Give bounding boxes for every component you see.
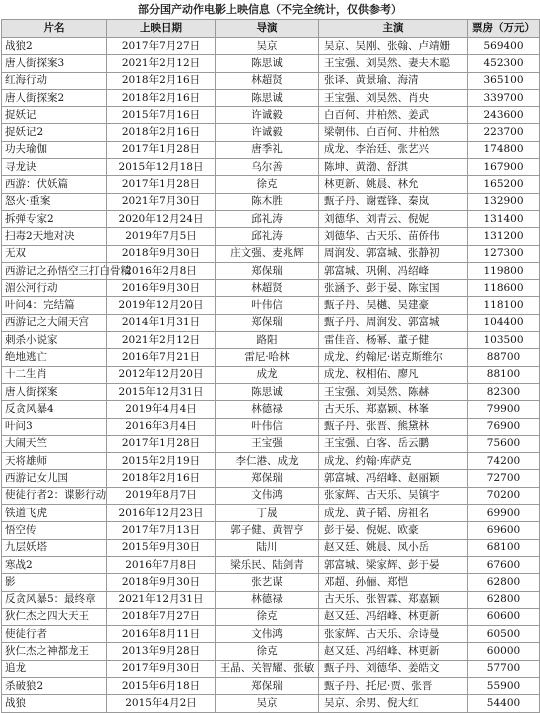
cell-title: 扫毒2天地对决 (2, 228, 107, 245)
cell-release-date: 2021年12月31日 (107, 591, 216, 608)
table-row (2, 556, 540, 573)
cell-release-date: 2019年4月4日 (107, 401, 216, 418)
cell-director: 文伟鸿 (216, 626, 319, 643)
table-row (2, 38, 540, 55)
cell-director: 陈思诚 (216, 383, 319, 400)
cell-title: 战狼2 (2, 38, 107, 55)
table-title: 部分国产动作电影上映信息（不完全统计，仅供参考） (138, 3, 402, 16)
cell-release-date: 2021年2月12日 (107, 332, 216, 349)
cell-title: 杀破狼2 (2, 677, 107, 694)
cell-title: 西游记女儿国 (2, 470, 107, 487)
table-row (2, 591, 540, 608)
cell-title: 绝地逃亡 (2, 349, 107, 366)
cell-cast: 赵又廷、冯绍峰、林更新 (319, 643, 468, 660)
cell-release-date: 2016年3月4日 (107, 418, 216, 435)
cell-title: 铁道飞虎 (2, 505, 107, 522)
table-row (2, 297, 540, 314)
cell-release-date: 2013年9月28日 (107, 643, 216, 660)
cell-cast: 王宝强、白客、岳云鹏 (319, 435, 468, 452)
cell-director: 林德禄 (216, 401, 319, 418)
cell-box-office: 69900 (468, 505, 540, 522)
cell-release-date: 2018年2月16日 (107, 89, 216, 106)
cell-box-office: 76900 (468, 418, 540, 435)
cell-box-office: 82300 (468, 383, 540, 400)
cell-box-office: 103500 (468, 332, 540, 349)
cell-cast: 周润发、郭富城、张静初 (319, 245, 468, 262)
cell-director: 许诚毅 (216, 107, 319, 124)
table-row (2, 522, 540, 539)
cell-box-office: 74200 (468, 453, 540, 470)
table-row (2, 626, 540, 643)
cell-director: 王宝强 (216, 435, 319, 452)
cell-box-office: 119800 (468, 262, 540, 279)
cell-release-date: 2017年1月28日 (107, 141, 216, 158)
cell-cast: 张家辉、古天乐、吴镇宇 (319, 487, 468, 504)
cell-director: 李仁港、成龙 (216, 453, 319, 470)
cell-release-date: 2016年2月8日 (107, 262, 216, 279)
table-row (2, 107, 540, 124)
cell-box-office: 127300 (468, 245, 540, 262)
cell-cast: 刘德华、刘青云、倪妮 (319, 210, 468, 227)
cell-director: 陈思诚 (216, 55, 319, 72)
table-row (2, 677, 540, 694)
table-row (2, 383, 540, 400)
cell-box-office: 167900 (468, 159, 540, 176)
cell-release-date: 2018年2月16日 (107, 124, 216, 141)
cell-box-office: 57700 (468, 660, 540, 677)
cell-cast: 雷佳音、杨幂、董子健 (319, 332, 468, 349)
cell-title: 唐人街探案 (2, 383, 107, 400)
table-row (2, 193, 540, 210)
cell-director: 王晶、关智耀、张敏 (216, 660, 319, 677)
cell-box-office: 70200 (468, 487, 540, 504)
table-row (2, 487, 540, 504)
cell-director: 郑保瑞 (216, 677, 319, 694)
cell-box-office: 569400 (468, 38, 540, 55)
cell-title: 寻龙诀 (2, 159, 107, 176)
cell-director: 陈木胜 (216, 193, 319, 210)
table-row (2, 159, 540, 176)
cell-cast: 彭于晏、倪妮、欧豪 (319, 522, 468, 539)
cell-release-date: 2018年9月30日 (107, 245, 216, 262)
cell-director: 张艺谋 (216, 574, 319, 591)
cell-title: 九层妖塔 (2, 539, 107, 556)
cell-title: 无双 (2, 245, 107, 262)
table-row (2, 453, 540, 470)
header-cast: 主演 (319, 20, 468, 38)
cell-director: 唐季礼 (216, 141, 319, 158)
cell-box-office: 60600 (468, 608, 540, 625)
cell-director: 郭子健、黄智亨 (216, 522, 319, 539)
cell-title: 西游：伏妖篇 (2, 176, 107, 193)
cell-title: 狄仁杰之神都龙王 (2, 643, 107, 660)
cell-cast: 王宝强、刘昊然、肖央 (319, 89, 468, 106)
cell-box-office: 118100 (468, 297, 540, 314)
table-row (2, 89, 540, 106)
cell-director: 邱礼涛 (216, 228, 319, 245)
cell-cast: 成龙、李治廷、张艺兴 (319, 141, 468, 158)
cell-release-date: 2015年12月18日 (107, 159, 216, 176)
cell-director: 林超贤 (216, 72, 319, 89)
cell-director: 吴京 (216, 695, 319, 712)
cell-director: 成龙 (216, 366, 319, 383)
cell-box-office: 88100 (468, 366, 540, 383)
cell-title: 叶问4：完结篇 (2, 297, 107, 314)
cell-release-date: 2018年2月16日 (107, 72, 216, 89)
cell-box-office: 165200 (468, 176, 540, 193)
cell-release-date: 2014年1月31日 (107, 314, 216, 331)
cell-cast: 古天乐、郑嘉颖、林峯 (319, 401, 468, 418)
cell-release-date: 2017年1月28日 (107, 176, 216, 193)
cell-release-date: 2016年9月30日 (107, 280, 216, 297)
cell-title: 拆弹专家2 (2, 210, 107, 227)
table-row (2, 262, 540, 279)
table-row (2, 176, 540, 193)
table-row (2, 574, 540, 591)
cell-cast: 甄子丹、张晋、熊黛林 (319, 418, 468, 435)
cell-box-office: 131200 (468, 228, 540, 245)
cell-cast: 郭富城、巩俐、冯绍峰 (319, 262, 468, 279)
cell-box-office: 88700 (468, 349, 540, 366)
cell-title: 狄仁杰之四大天王 (2, 608, 107, 625)
cell-release-date: 2017年7月27日 (107, 38, 216, 55)
cell-title: 影 (2, 574, 107, 591)
cell-cast: 邓超、孙俪、郑恺 (319, 574, 468, 591)
cell-director: 陆川 (216, 539, 319, 556)
cell-title: 反贪风暴4 (2, 401, 107, 418)
cell-director: 邱礼涛 (216, 210, 319, 227)
cell-director: 林超贤 (216, 280, 319, 297)
cell-release-date: 2016年7月8日 (107, 556, 216, 573)
cell-director: 吴京 (216, 38, 319, 55)
cell-release-date: 2015年6月18日 (107, 677, 216, 694)
cell-release-date: 2020年12月24日 (107, 210, 216, 227)
cell-release-date: 2018年2月16日 (107, 470, 216, 487)
cell-cast: 甄子丹、周润发、郭富城 (319, 314, 468, 331)
table-row (2, 141, 540, 158)
cell-cast: 吴京、吴刚、张翰、卢靖姗 (319, 38, 468, 55)
table-row (2, 608, 540, 625)
cell-box-office: 365100 (468, 72, 540, 89)
cell-release-date: 2015年12月31日 (107, 383, 216, 400)
cell-box-office: 60500 (468, 626, 540, 643)
cell-director: 叶伟信 (216, 418, 319, 435)
cell-box-office: 60000 (468, 643, 540, 660)
cell-director: 路阳 (216, 332, 319, 349)
cell-box-office: 69600 (468, 522, 540, 539)
cell-box-office: 75600 (468, 435, 540, 452)
cell-director: 徐克 (216, 176, 319, 193)
header-release-date: 上映日期 (107, 20, 216, 38)
cell-cast: 白百何、井柏然、姜武 (319, 107, 468, 124)
cell-release-date: 2016年12月23日 (107, 505, 216, 522)
cell-title: 大闹天竺 (2, 435, 107, 452)
table-row (2, 505, 540, 522)
cell-release-date: 2019年12月20日 (107, 297, 216, 314)
table-row (2, 418, 540, 435)
table-row (2, 332, 540, 349)
cell-cast: 甄子丹、托尼·贾、张晋 (319, 677, 468, 694)
cell-title: 唐人街探案2 (2, 89, 107, 106)
table-row (2, 643, 540, 660)
cell-cast: 赵又廷、冯绍峰、林更新 (319, 608, 468, 625)
table-row (2, 366, 540, 383)
cell-director: 许诚毅 (216, 124, 319, 141)
cell-box-office: 79900 (468, 401, 540, 418)
table-row (2, 55, 540, 72)
cell-release-date: 2019年8月7日 (107, 487, 216, 504)
table-row (2, 539, 540, 556)
cell-release-date: 2018年9月30日 (107, 574, 216, 591)
cell-release-date: 2021年7月30日 (107, 193, 216, 210)
cell-cast: 赵又廷、姚晨、凤小岳 (319, 539, 468, 556)
cell-director: 文伟鸿 (216, 487, 319, 504)
cell-cast: 成龙、黄子韬、房祖名 (319, 505, 468, 522)
cell-title: 天将雄师 (2, 453, 107, 470)
cell-cast: 成龙、约翰·库萨克 (319, 453, 468, 470)
cell-title: 叶问3 (2, 418, 107, 435)
table-row (2, 124, 540, 141)
cell-director: 徐克 (216, 608, 319, 625)
cell-cast: 刘德华、古天乐、苗侨伟 (319, 228, 468, 245)
table-row (2, 210, 540, 227)
cell-box-office: 131400 (468, 210, 540, 227)
cell-release-date: 2021年2月12日 (107, 55, 216, 72)
cell-title: 唐人街探案3 (2, 55, 107, 72)
cell-title: 西游记之大闹天宫 (2, 314, 107, 331)
cell-title: 悟空传 (2, 522, 107, 539)
cell-box-office: 55900 (468, 677, 540, 694)
cell-director: 郑保瑞 (216, 262, 319, 279)
cell-title: 使徒行者 (2, 626, 107, 643)
cell-cast: 林更新、姚晨、林允 (319, 176, 468, 193)
cell-box-office: 67600 (468, 556, 540, 573)
cell-release-date: 2018年7月27日 (107, 608, 216, 625)
cell-cast: 成龙、权相佑、廖凡 (319, 366, 468, 383)
cell-title: 战狼 (2, 695, 107, 712)
cell-director: 梁乐民、陆剑青 (216, 556, 319, 573)
cell-director: 叶伟信 (216, 297, 319, 314)
cell-cast: 郭富城、冯绍峰、赵丽颖 (319, 470, 468, 487)
cell-title: 捉妖记 (2, 107, 107, 124)
table-row (2, 470, 540, 487)
table-body (2, 38, 540, 713)
cell-cast: 王宝强、刘昊然、陈赫 (319, 383, 468, 400)
cell-release-date: 2015年9月30日 (107, 539, 216, 556)
table-row (2, 228, 540, 245)
cell-title: 反贪风暴5：最终章 (2, 591, 107, 608)
cell-director: 庄文强、麦兆辉 (216, 245, 319, 262)
cell-cast: 张家辉、古天乐、佘诗曼 (319, 626, 468, 643)
cell-box-office: 62800 (468, 574, 540, 591)
cell-director: 雷尼·哈林 (216, 349, 319, 366)
cell-director: 林德禄 (216, 591, 319, 608)
cell-cast: 郭富城、梁家辉、彭于晏 (319, 556, 468, 573)
cell-box-office: 132900 (468, 193, 540, 210)
cell-release-date: 2017年7月13日 (107, 522, 216, 539)
cell-release-date: 2017年9月30日 (107, 660, 216, 677)
cell-cast: 梁朝伟、白百何、井柏然 (319, 124, 468, 141)
cell-release-date: 2017年1月28日 (107, 435, 216, 452)
cell-cast: 王宝强、刘昊然、妻夫木聪 (319, 55, 468, 72)
cell-box-office: 72700 (468, 470, 540, 487)
cell-cast: 甄子丹、谢霆锋、秦岚 (319, 193, 468, 210)
cell-box-office: 54400 (468, 695, 540, 712)
cell-cast: 甄子丹、刘德华、姜皓文 (319, 660, 468, 677)
cell-cast: 陈坤、黄渤、舒淇 (319, 159, 468, 176)
table-row (2, 314, 540, 331)
cell-cast: 古天乐、张智霖、郑嘉颖 (319, 591, 468, 608)
cell-director: 郑保瑞 (216, 314, 319, 331)
header-title: 片名 (2, 20, 107, 38)
cell-box-office: 452300 (468, 55, 540, 72)
header-box-office: 票房（万元） (468, 20, 540, 38)
page (1, 0, 539, 713)
cell-release-date: 2019年7月5日 (107, 228, 216, 245)
cell-title: 寒战2 (2, 556, 107, 573)
cell-cast: 甄子丹、吴樾、吴建豪 (319, 297, 468, 314)
cell-director: 陈思诚 (216, 89, 319, 106)
table-row (2, 695, 540, 712)
cell-release-date: 2016年8月11日 (107, 626, 216, 643)
cell-director: 郑保瑞 (216, 470, 319, 487)
movie-table (1, 19, 540, 713)
cell-title: 红海行动 (2, 72, 107, 89)
table-row (2, 245, 540, 262)
table-row (2, 280, 540, 297)
cell-director: 徐克 (216, 643, 319, 660)
cell-title: 追龙 (2, 660, 107, 677)
cell-release-date: 2016年7月21日 (107, 349, 216, 366)
cell-release-date: 2012年12月20日 (107, 366, 216, 383)
cell-box-office: 223700 (468, 124, 540, 141)
cell-box-office: 104400 (468, 314, 540, 331)
cell-title: 十二生肖 (2, 366, 107, 383)
header-row (2, 20, 540, 38)
cell-cast: 成龙、约翰尼·诺克斯维尔 (319, 349, 468, 366)
header-director: 导演 (216, 20, 319, 38)
cell-title: 西游记之孙悟空三打白骨精 (2, 262, 107, 279)
cell-cast: 张译、黄景瑜、海清 (319, 72, 468, 89)
table-row (2, 435, 540, 452)
table-row (2, 660, 540, 677)
cell-box-office: 118600 (468, 280, 540, 297)
cell-box-office: 243600 (468, 107, 540, 124)
cell-title: 使徒行者2：谍影行动 (2, 487, 107, 504)
cell-cast: 吴京、余男、倪大红 (319, 695, 468, 712)
table-row (2, 349, 540, 366)
cell-title: 功夫瑜伽 (2, 141, 107, 158)
cell-title: 捉妖记2 (2, 124, 107, 141)
cell-cast: 张涵予、彭于晏、陈宝国 (319, 280, 468, 297)
cell-box-office: 62800 (468, 591, 540, 608)
cell-release-date: 2015年4月2日 (107, 695, 216, 712)
cell-release-date: 2015年2月19日 (107, 453, 216, 470)
cell-box-office: 339700 (468, 89, 540, 106)
table-row (2, 401, 540, 418)
cell-director: 丁晟 (216, 505, 319, 522)
cell-box-office: 68100 (468, 539, 540, 556)
cell-title: 刺杀小说家 (2, 332, 107, 349)
cell-title: 怒火·重案 (2, 193, 107, 210)
cell-director: 乌尔善 (216, 159, 319, 176)
cell-title: 湄公河行动 (2, 280, 107, 297)
cell-release-date: 2015年7月16日 (107, 107, 216, 124)
table-row (2, 72, 540, 89)
cell-box-office: 174800 (468, 141, 540, 158)
